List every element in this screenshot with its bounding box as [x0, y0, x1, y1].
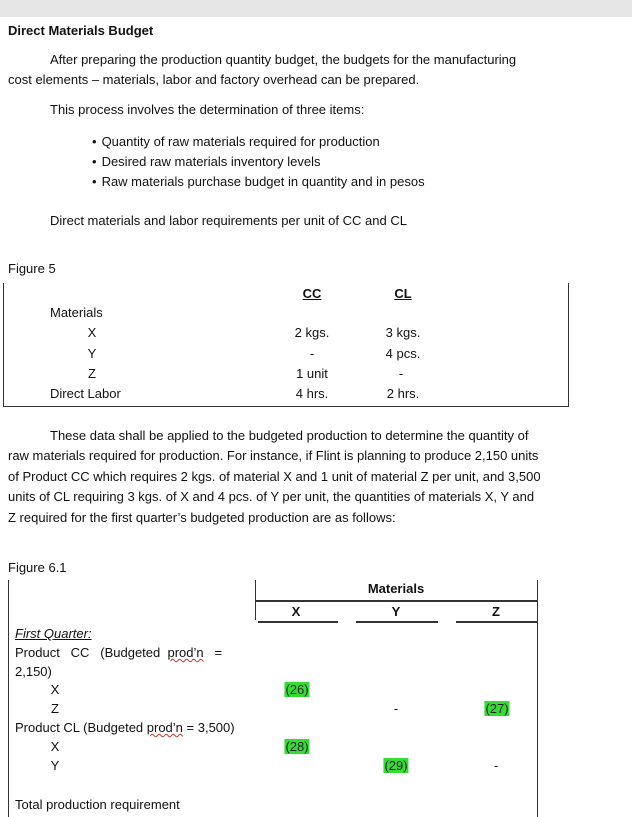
figure5-row-item: Y	[87, 346, 97, 361]
top-gray-bar	[0, 0, 632, 17]
blank-28: (28)	[285, 739, 309, 754]
figure5-row-cc: 1 unit	[296, 366, 328, 381]
figure61-left-border	[8, 580, 9, 817]
figure5-row-cl: -	[398, 366, 404, 381]
cl-y-label: Y	[50, 758, 60, 773]
product-cl-line: Product CL (Budgeted prod’n = 3,500)	[15, 720, 235, 735]
figure5-labor-label: Direct Labor	[50, 386, 121, 401]
application-line: of Product CC which requires 2 kgs. of material X and 1 unit of material Z per unit, and 3,500	[8, 469, 541, 484]
application-line: These data shall be applied to the budgeted production to determine the quantity of	[50, 428, 529, 443]
prodn-term: prod’n	[167, 645, 204, 660]
blank-29: (29)	[384, 758, 408, 773]
figure5-col-cl: CL	[394, 286, 412, 301]
prodn-term: prod’n	[146, 720, 183, 735]
figure61-right-border	[537, 580, 538, 817]
blank-27: (27)	[485, 701, 509, 716]
application-line: raw materials required for production. For instance, if Flint is planning to produce 2,150 units	[8, 448, 539, 463]
process-line: This process involves the determination of three items:	[50, 102, 365, 117]
blank-26: (26)	[285, 682, 309, 697]
application-line: Z required for the first quarter’s budgeted production are as follows:	[8, 510, 396, 525]
dash-cc-z-y: -	[393, 701, 399, 716]
figure5-row-item: X	[87, 325, 97, 340]
first-quarter-label: First Quarter:	[15, 626, 92, 641]
figure61-col-y: Y	[391, 604, 401, 619]
intro-line-1: After preparing the production quantity budget, the budgets for the manufacturing	[50, 52, 517, 67]
figure5-labor-cc: 4 hrs.	[295, 386, 329, 401]
page-title: Direct Materials Budget	[8, 23, 154, 38]
col-z-rule	[456, 621, 537, 623]
cc-z-label: Z	[51, 701, 59, 716]
figure5-row-cc: 2 kgs.	[294, 325, 330, 340]
figure5-row-item: Z	[88, 366, 96, 381]
figure5-row-cl: 4 pcs.	[385, 346, 421, 361]
requirements-line: Direct materials and labor requirements per unit of CC and CL	[50, 213, 407, 228]
dash-cl-y-z: -	[493, 758, 499, 773]
bullet-item: • Desired raw materials inventory levels	[92, 154, 320, 169]
figure5-col-cc: CC	[302, 286, 322, 301]
col-x-rule	[258, 621, 338, 623]
cc-x-label: X	[50, 682, 60, 697]
application-line: units of CL requiring 3 kgs. of X and 4 pcs. of Y per unit, the quantities of materials X, Y and	[8, 489, 535, 504]
figure5-labor-cl: 2 hrs.	[386, 386, 420, 401]
cl-x-label: X	[50, 739, 60, 754]
bullet-item: • Raw materials purchase budget in quantity and in pesos	[92, 174, 425, 189]
figure61-header-rule	[255, 600, 537, 602]
intro-line-2: cost elements – materials, labor and factory overhead can be prepared.	[8, 72, 420, 87]
product-cc-line2: 2,150)	[15, 664, 52, 679]
figure5-materials-label: Materials	[50, 305, 103, 320]
product-cc-line1: Product CC (Budgeted prod’n =	[15, 645, 223, 660]
figure5-row-cl: 3 kgs.	[385, 325, 421, 340]
figure5-row-cc: -	[309, 346, 315, 361]
bullet-item: • Quantity of raw materials required for production	[92, 134, 380, 149]
col-y-rule	[356, 621, 438, 623]
figure61-label: Figure 6.1	[8, 560, 67, 575]
figure61-col-z: Z	[492, 604, 500, 619]
figure61-col-x: X	[291, 604, 301, 619]
figure5-label: Figure 5	[8, 261, 56, 276]
total-production-label: Total production requirement	[15, 797, 180, 812]
figure61-materials-header: Materials	[367, 581, 425, 596]
